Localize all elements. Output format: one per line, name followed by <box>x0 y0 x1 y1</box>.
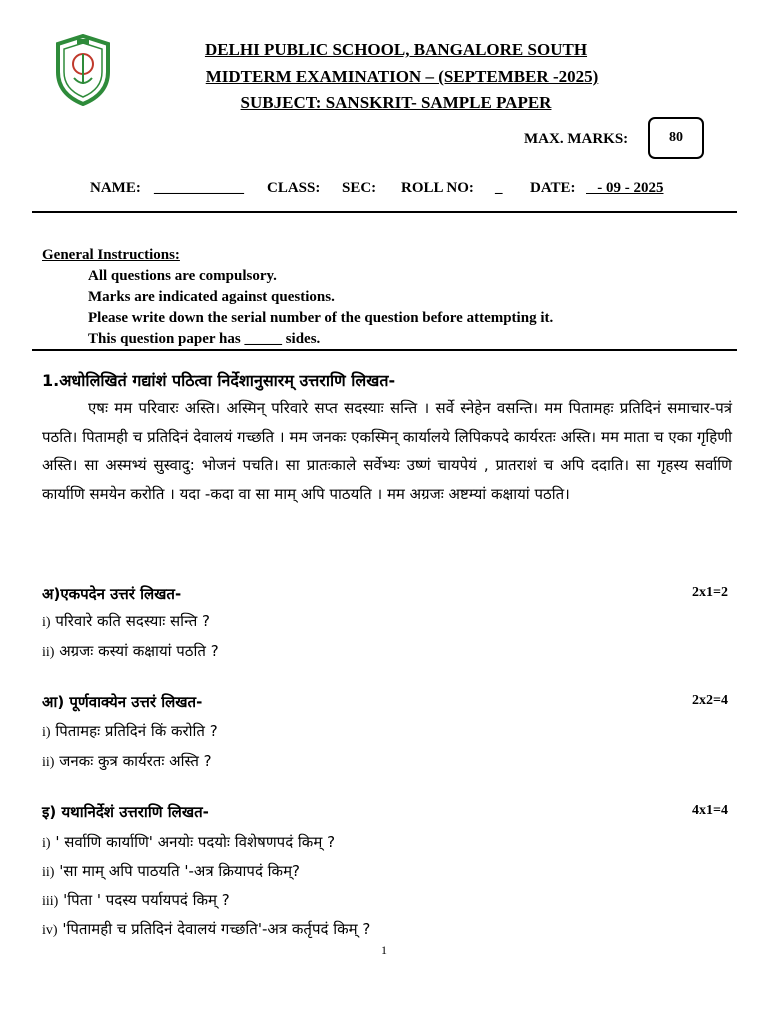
section-a-marks: 2x1=2 <box>692 585 728 600</box>
question-text: जनकः कुत्र कार्यरतः अस्ति ? <box>54 752 212 770</box>
passage-text: एषः मम परिवारः अस्ति। अस्मिन् परिवारे सप्त सदस्याः सन्ति । सर्वे स्नेहेन वसन्ति। मम पितामहः प्रतिदिनं समाचार-पत्रं पठति। पितामही च प्रतिदिनं देवालयं गच्छति । मम जनकः एकस्मिन् कार्यालये लिपिकपदे कार्यरतः अस्ति। मम माता च एका गृहिणी अस्ति। सा अस्मभ्यं सुस्वादु: भोजनं पचति। सा प्रातःकाले सर्वेभ्यः उष्णं चायपेयं , प्रातराशं च अपि ददाति। सा गृहस्य सर्वाणि कार्याणि समयेन करोति । यदा -कदा वा सा माम् अपि पाठयति । मम अग्रजः अष्टम्यां कक्षायां पठति। <box>42 399 732 503</box>
instructions-title: General Instructions: <box>42 247 180 263</box>
question-text: अग्रजः कस्यां कक्षायां पठति ? <box>54 642 219 660</box>
instruction-item: All questions are compulsory. <box>88 268 277 284</box>
question-item <box>42 919 370 939</box>
instructions-divider <box>32 349 737 351</box>
max-marks-label: MAX. MARKS: <box>524 131 629 147</box>
instruction-item: This question paper has _____ sides. <box>88 331 321 347</box>
question-text: 'सा माम् अपि पाठयति '-अत्र क्रियापदं किम्? <box>54 862 301 880</box>
question-number: ii) <box>42 865 55 880</box>
question-number: iii) <box>42 894 59 909</box>
question-item <box>42 751 212 771</box>
question-item <box>42 861 300 881</box>
question-number: i) <box>42 615 51 630</box>
roll-label: ROLL NO: <box>401 180 474 196</box>
question-text: 'पितामही च प्रतिदिनं देवालयं गच्छति'-अत्र कर्तृपदं किम् ? <box>57 920 371 938</box>
question-number: ii) <box>42 645 55 660</box>
section-c-marks: 4x1=4 <box>692 803 728 818</box>
question-item <box>42 611 210 631</box>
question-text: ' सर्वाणि कार्याणि' अनयोः पदयोः विशेषणपदं किम् ? <box>50 833 336 851</box>
date-label: DATE: <box>530 180 576 196</box>
name-label: NAME: <box>90 180 141 196</box>
max-marks-box: 80 <box>648 117 704 159</box>
section-c-title: इ) यथानिर्देशं उत्तराणि लिखत- <box>42 803 209 821</box>
section-a-title: अ)एकपदेन उत्तरं लिखत- <box>42 585 182 603</box>
question-text: 'पिता ' पदस्य पर्यायपदं किम् ? <box>58 891 230 909</box>
question-text: परिवारे कति सदस्याः सन्ति ? <box>50 612 210 630</box>
subject-title: SUBJECT: SANSKRIT- SAMPLE PAPER <box>240 93 552 112</box>
instruction-item: Marks are indicated against questions. <box>88 289 335 305</box>
sec-label: SEC: <box>342 180 377 196</box>
question-number: iv) <box>42 923 58 938</box>
question-item <box>42 832 335 852</box>
question-number: i) <box>42 725 51 740</box>
question-text: पितामहः प्रतिदिनं किं करोति ? <box>50 722 218 740</box>
passage <box>42 394 732 508</box>
page-number: 1 <box>381 943 387 957</box>
instruction-item: Please write down the serial number of the question before attempting it. <box>88 310 554 326</box>
question-1-heading: 1.अधोलिखितं गद्यांशं पठित्वा निर्देशानुसारम् उत्तराणि लिखत- <box>42 371 396 390</box>
question-item <box>42 721 218 741</box>
exam-title: MIDTERM EXAMINATION – (SEPTEMBER -2025) <box>205 67 599 86</box>
roll-blank: _ <box>495 180 503 196</box>
question-item <box>42 641 219 661</box>
date-value: - 09 - 2025 <box>586 180 664 196</box>
class-label: CLASS: <box>267 180 321 196</box>
question-number: ii) <box>42 755 55 770</box>
section-b-title: आ) पूर्णवाक्येन उत्तरं लिखत- <box>42 693 203 711</box>
question-item <box>42 890 230 910</box>
school-name: DELHI PUBLIC SCHOOL, BANGALORE SOUTH <box>204 40 588 59</box>
question-number: i) <box>42 836 51 851</box>
header-divider <box>32 211 737 213</box>
section-b-marks: 2x2=4 <box>692 693 728 708</box>
name-blank: ____________ <box>154 180 244 196</box>
